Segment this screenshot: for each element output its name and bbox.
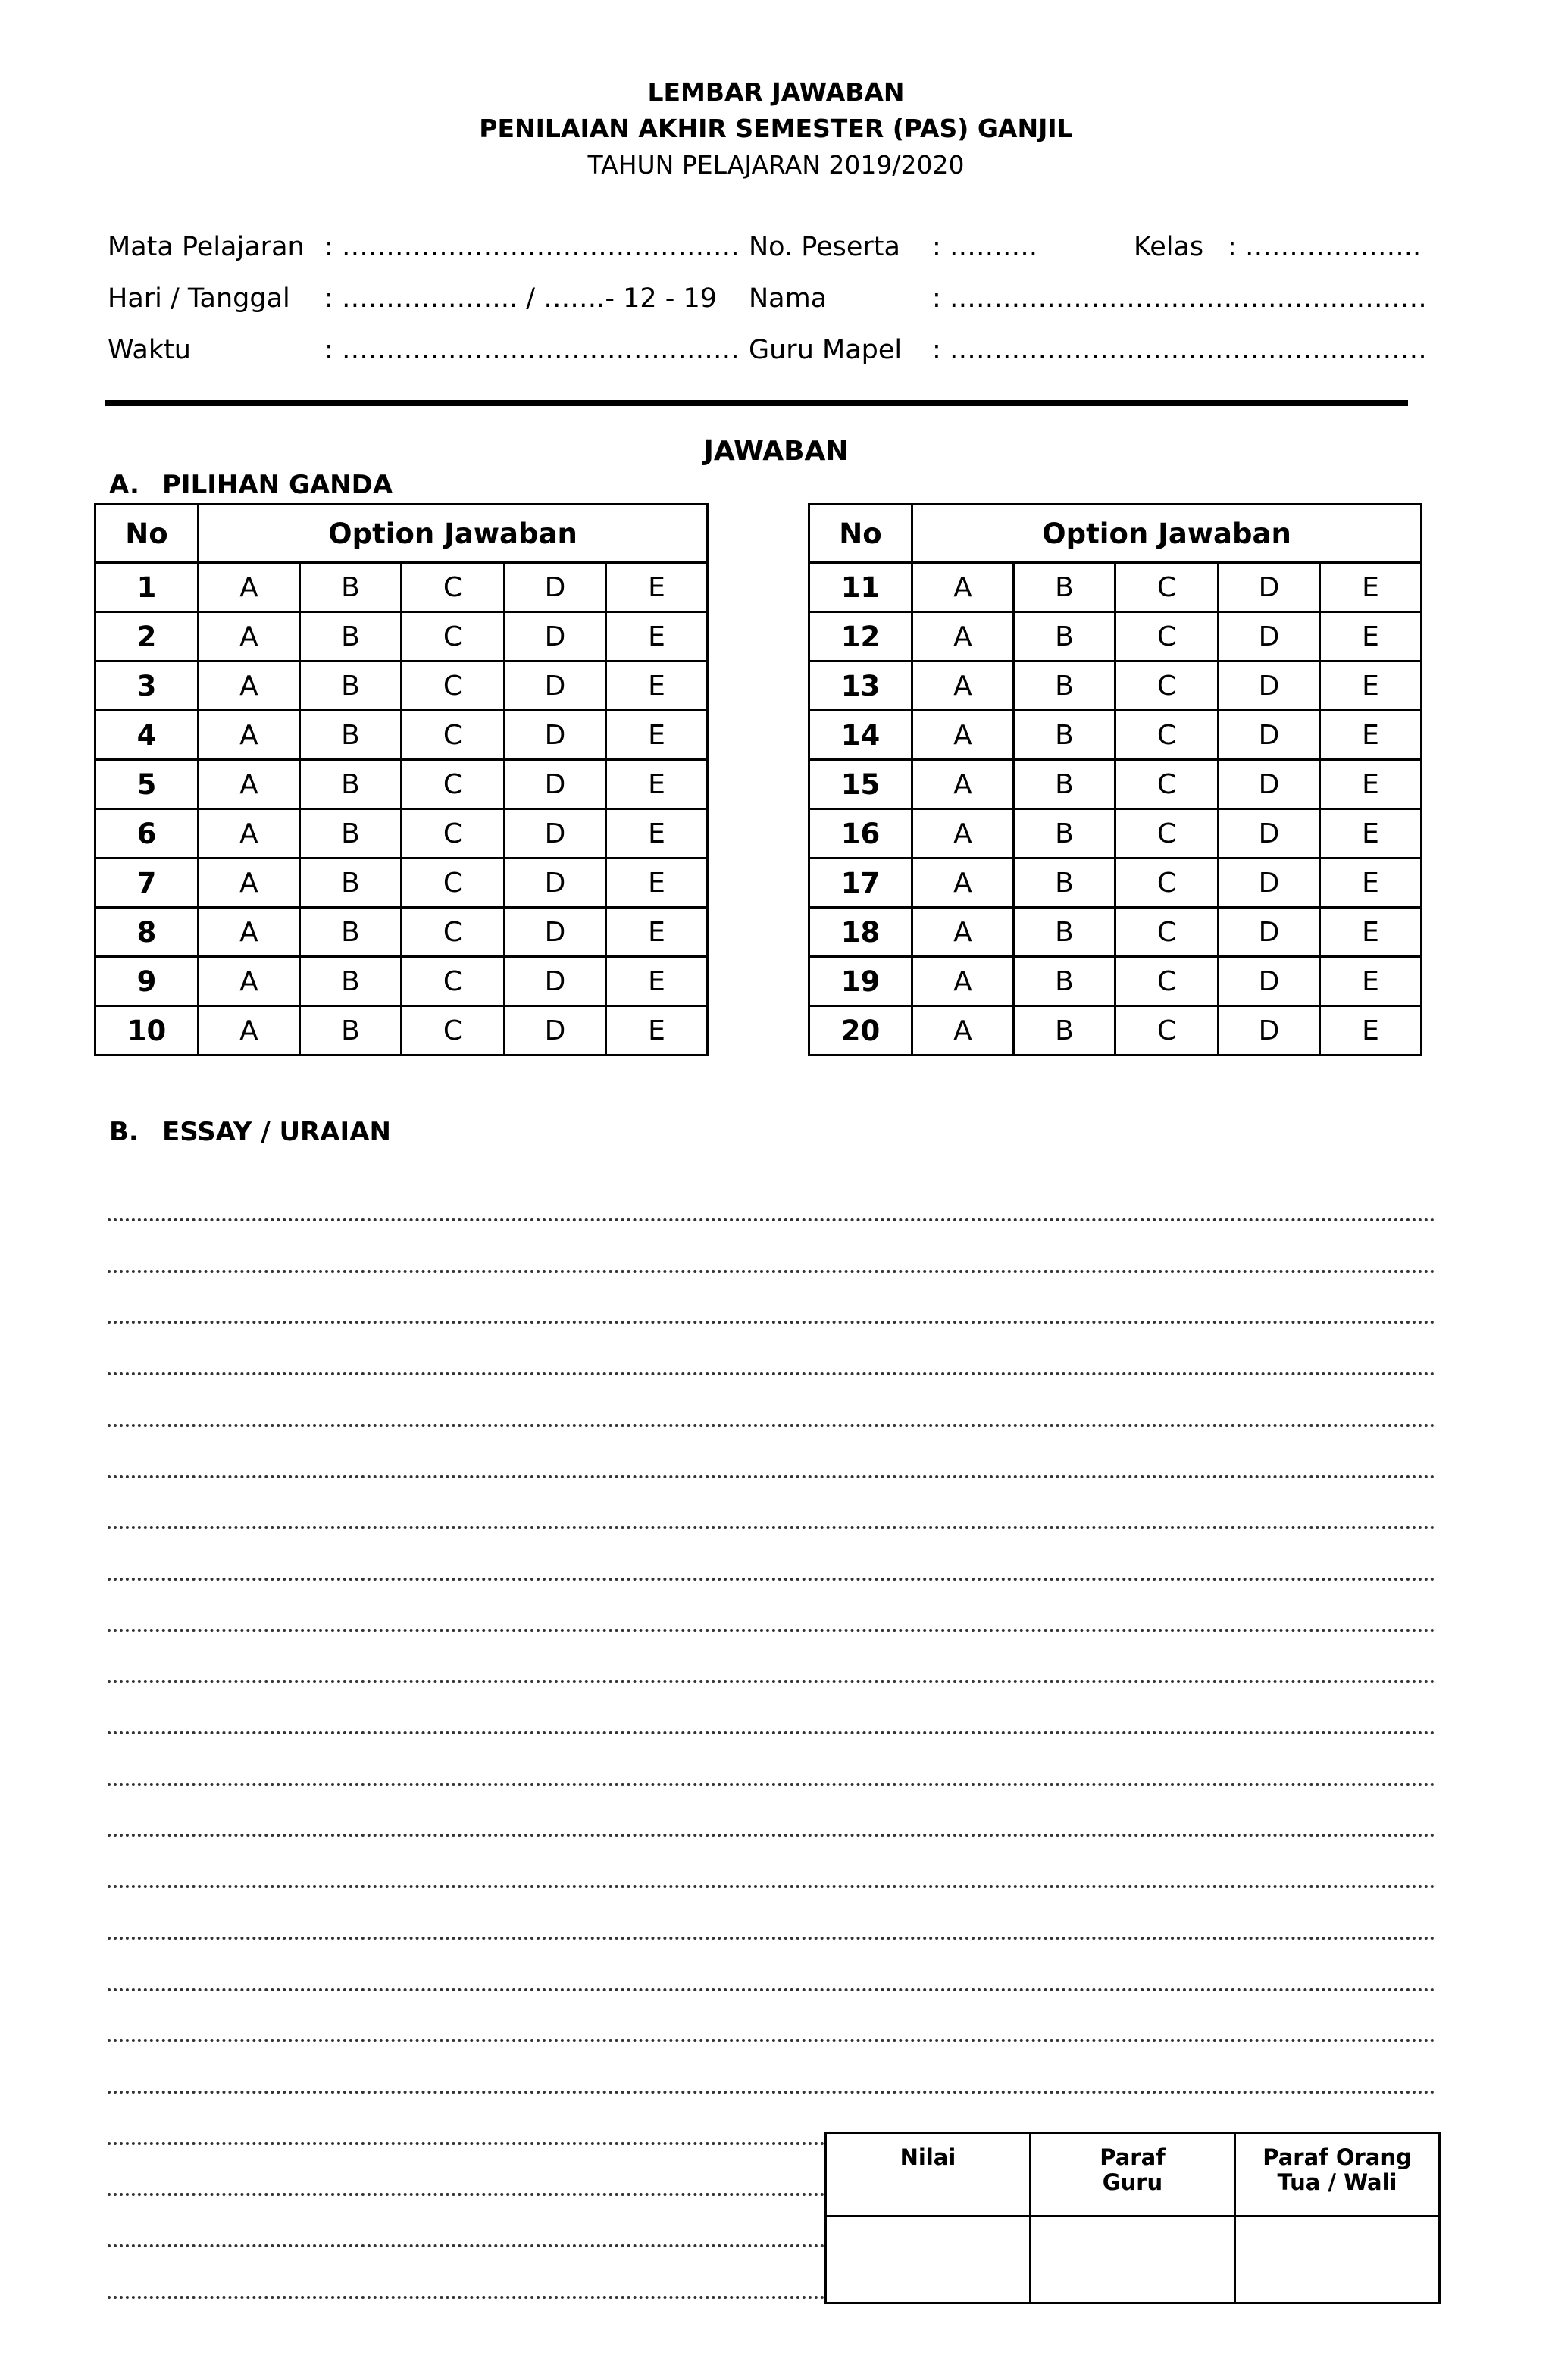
mapel-label: Mata Pelajaran [108, 232, 305, 262]
option-d-cell[interactable]: D [505, 957, 606, 1006]
question-number: 18 [809, 908, 912, 957]
option-a-cell[interactable]: A [912, 563, 1014, 612]
question-number: 7 [95, 858, 199, 908]
answer-row [809, 908, 1422, 957]
answer-row [95, 858, 708, 908]
option-e-cell[interactable]: E [1320, 1006, 1422, 1056]
option-a-cell[interactable]: A [199, 809, 300, 858]
question-number: 12 [809, 612, 912, 661]
answer-row [809, 858, 1422, 908]
option-c-cell[interactable]: C [402, 809, 505, 858]
option-d-cell[interactable]: D [505, 908, 606, 957]
answer-row [809, 711, 1422, 760]
essay-line[interactable] [108, 1372, 1435, 1375]
essay-line[interactable] [108, 1475, 1435, 1478]
option-e-cell[interactable]: E [606, 563, 708, 612]
option-b-cell[interactable]: B [1014, 858, 1116, 908]
option-c-cell[interactable]: C [1116, 957, 1219, 1006]
option-b-cell[interactable]: B [300, 1006, 402, 1056]
option-d-cell[interactable]: D [505, 809, 606, 858]
option-a-cell[interactable]: A [199, 661, 300, 711]
essay-line[interactable] [108, 1218, 1435, 1221]
essay-line[interactable] [108, 1988, 1435, 1991]
option-a-cell[interactable]: A [912, 908, 1014, 957]
option-e-cell[interactable]: E [606, 957, 708, 1006]
option-e-cell[interactable]: E [1320, 957, 1422, 1006]
question-number: 16 [809, 809, 912, 858]
option-header: Option Jawaban [912, 505, 1422, 563]
essay-line[interactable] [108, 1680, 1435, 1683]
essay-line[interactable] [108, 2296, 824, 2299]
answer-row [809, 661, 1422, 711]
essay-line[interactable] [108, 1783, 1435, 1786]
option-e-cell[interactable]: E [1320, 711, 1422, 760]
option-b-cell[interactable]: B [1014, 661, 1116, 711]
option-a-cell[interactable]: A [199, 711, 300, 760]
essay-line[interactable] [108, 1270, 1435, 1273]
option-header: Option Jawaban [199, 505, 708, 563]
option-c-cell[interactable]: C [1116, 760, 1219, 809]
option-b-cell[interactable]: B [300, 858, 402, 908]
answer-table-right [808, 503, 1422, 1056]
option-a-cell[interactable]: A [912, 1006, 1014, 1056]
section-b-title: ESSAY / URAIAN [162, 1117, 391, 1147]
option-a-cell[interactable]: A [912, 612, 1014, 661]
jawaban-heading: JAWABAN [703, 436, 849, 467]
option-b-cell[interactable]: B [300, 563, 402, 612]
option-e-cell[interactable]: E [1320, 661, 1422, 711]
option-b-cell[interactable]: B [1014, 563, 1116, 612]
peserta-label: No. Peserta [749, 232, 900, 262]
option-b-cell[interactable]: B [300, 957, 402, 1006]
kelas-field[interactable]: : ……………….. [1228, 232, 1422, 262]
option-c-cell[interactable]: C [402, 661, 505, 711]
option-a-cell[interactable]: A [912, 809, 1014, 858]
nilai-cell[interactable] [826, 2216, 1031, 2303]
option-e-cell[interactable]: E [1320, 809, 1422, 858]
option-c-cell[interactable]: C [1116, 711, 1219, 760]
option-a-cell[interactable]: A [912, 957, 1014, 1006]
question-number: 4 [95, 711, 199, 760]
question-number: 2 [95, 612, 199, 661]
option-d-cell[interactable]: D [1219, 908, 1320, 957]
nama-label: Nama [749, 283, 828, 314]
waktu-label: Waktu [108, 335, 191, 365]
option-c-cell[interactable]: C [402, 711, 505, 760]
option-e-cell[interactable]: E [606, 1006, 708, 1056]
question-number: 15 [809, 760, 912, 809]
question-number: 14 [809, 711, 912, 760]
option-d-cell[interactable]: D [1219, 612, 1320, 661]
question-number: 1 [95, 563, 199, 612]
exam-title: PENILAIAN AKHIR SEMESTER (PAS) GANJIL [479, 114, 1073, 143]
option-a-cell[interactable]: A [199, 957, 300, 1006]
option-b-cell[interactable]: B [1014, 760, 1116, 809]
option-e-cell[interactable]: E [1320, 908, 1422, 957]
option-a-cell[interactable]: A [199, 760, 300, 809]
option-d-cell[interactable]: D [1219, 1006, 1320, 1056]
essay-line[interactable] [108, 2091, 1435, 2094]
option-e-cell[interactable]: E [606, 760, 708, 809]
option-d-cell[interactable]: D [1219, 661, 1320, 711]
option-a-cell[interactable]: A [912, 858, 1014, 908]
option-d-cell[interactable]: D [1219, 809, 1320, 858]
option-c-cell[interactable]: C [1116, 563, 1219, 612]
option-d-cell[interactable]: D [505, 563, 606, 612]
option-e-cell[interactable]: E [606, 612, 708, 661]
answer-row [95, 612, 708, 661]
option-d-cell[interactable]: D [505, 1006, 606, 1056]
hari-field[interactable]: : ……………….. / …….- 12 - 19 [324, 283, 718, 314]
option-b-cell[interactable]: B [300, 908, 402, 957]
option-b-cell[interactable]: B [1014, 1006, 1116, 1056]
question-number: 5 [95, 760, 199, 809]
question-number: 3 [95, 661, 199, 711]
option-b-cell[interactable]: B [1014, 957, 1116, 1006]
question-number: 11 [809, 563, 912, 612]
sheet-title: LEMBAR JAWABAN [647, 77, 905, 107]
option-d-cell[interactable]: D [505, 612, 606, 661]
option-e-cell[interactable]: E [606, 809, 708, 858]
option-e-cell[interactable]: E [1320, 760, 1422, 809]
answer-table-left [94, 503, 709, 1056]
option-c-cell[interactable]: C [402, 858, 505, 908]
option-b-cell[interactable]: B [300, 809, 402, 858]
guru-mapel-field[interactable]: : ……………………………………………… [932, 335, 1427, 365]
essay-line[interactable] [108, 1834, 1435, 1837]
essay-line[interactable] [108, 2039, 1435, 2042]
option-c-cell[interactable]: C [402, 612, 505, 661]
question-number: 9 [95, 957, 199, 1006]
option-b-cell[interactable]: B [300, 711, 402, 760]
option-c-cell[interactable]: C [402, 760, 505, 809]
option-e-cell[interactable]: E [606, 858, 708, 908]
answer-row [809, 809, 1422, 858]
mapel-field[interactable]: : ……………………………………… [324, 232, 740, 262]
option-c-cell[interactable]: C [402, 957, 505, 1006]
nilai-header: Nilai [826, 2134, 1031, 2216]
option-c-cell[interactable]: C [402, 908, 505, 957]
option-a-cell[interactable]: A [912, 711, 1014, 760]
option-c-cell[interactable]: C [1116, 858, 1219, 908]
option-c-cell[interactable]: C [1116, 661, 1219, 711]
option-d-cell[interactable]: D [505, 858, 606, 908]
answer-row [95, 563, 708, 612]
question-number: 8 [95, 908, 199, 957]
option-d-cell[interactable]: D [1219, 563, 1320, 612]
option-a-cell[interactable]: A [912, 760, 1014, 809]
essay-line[interactable] [108, 1629, 1435, 1632]
option-d-cell[interactable]: D [1219, 711, 1320, 760]
guru-mapel-label: Guru Mapel [749, 335, 903, 365]
section-a-label: A. [109, 470, 139, 500]
peserta-field[interactable]: : ………. [932, 232, 1038, 262]
option-a-cell[interactable]: A [912, 661, 1014, 711]
option-e-cell[interactable]: E [606, 908, 708, 957]
question-number: 20 [809, 1006, 912, 1056]
section-a-title: PILIHAN GANDA [162, 470, 393, 500]
option-b-cell[interactable]: B [1014, 908, 1116, 957]
question-number: 6 [95, 809, 199, 858]
header-divider [105, 400, 1408, 406]
answer-row [95, 1006, 708, 1056]
option-e-cell[interactable]: E [1320, 563, 1422, 612]
hari-label: Hari / Tanggal [108, 283, 290, 314]
option-b-cell[interactable]: B [300, 612, 402, 661]
answer-row [809, 612, 1422, 661]
option-a-cell[interactable]: A [199, 1006, 300, 1056]
option-e-cell[interactable]: E [606, 661, 708, 711]
question-number: 17 [809, 858, 912, 908]
essay-line[interactable] [108, 1424, 1435, 1427]
kelas-label: Kelas [1134, 232, 1204, 262]
answer-row [95, 760, 708, 809]
option-a-cell[interactable]: A [199, 612, 300, 661]
option-e-cell[interactable]: E [606, 711, 708, 760]
option-c-cell[interactable]: C [1116, 809, 1219, 858]
question-number: 10 [95, 1006, 199, 1056]
option-b-cell[interactable]: B [1014, 711, 1116, 760]
essay-line[interactable] [108, 1526, 1435, 1529]
essay-line[interactable] [108, 1578, 1435, 1581]
option-e-cell[interactable]: E [1320, 612, 1422, 661]
option-d-cell[interactable]: D [1219, 957, 1320, 1006]
paraf-guru-header: Paraf Guru [1031, 2134, 1235, 2216]
essay-line[interactable] [108, 2193, 824, 2196]
option-c-cell[interactable]: C [1116, 1006, 1219, 1056]
answer-row [809, 563, 1422, 612]
essay-line[interactable] [108, 2142, 824, 2145]
section-b-label: B. [109, 1117, 139, 1147]
option-d-cell[interactable]: D [505, 760, 606, 809]
essay-line[interactable] [108, 1731, 1435, 1734]
paraf-ortu-header: Paraf Orang Tua / Wali [1235, 2134, 1440, 2216]
paraf-guru-cell[interactable] [1031, 2216, 1235, 2303]
option-d-cell[interactable]: D [1219, 858, 1320, 908]
nama-field[interactable]: : ……………………………………………… [932, 283, 1427, 314]
option-d-cell[interactable]: D [1219, 760, 1320, 809]
essay-line[interactable] [108, 1321, 1435, 1324]
option-a-cell[interactable]: A [199, 908, 300, 957]
answer-row [809, 957, 1422, 1006]
question-number: 19 [809, 957, 912, 1006]
waktu-field[interactable]: : ……………………………………… [324, 335, 740, 365]
option-d-cell[interactable]: D [505, 711, 606, 760]
answer-row [809, 760, 1422, 809]
score-box [824, 2132, 1441, 2304]
question-number: 13 [809, 661, 912, 711]
option-b-cell[interactable]: B [1014, 809, 1116, 858]
school-year: TAHUN PELAJARAN 2019/2020 [587, 150, 965, 180]
option-d-cell[interactable]: D [505, 661, 606, 711]
option-a-cell[interactable]: A [199, 563, 300, 612]
option-c-cell[interactable]: C [1116, 612, 1219, 661]
option-c-cell[interactable]: C [402, 563, 505, 612]
essay-line[interactable] [108, 2244, 824, 2247]
option-b-cell[interactable]: B [300, 661, 402, 711]
answer-row [95, 661, 708, 711]
no-header: No [95, 505, 199, 563]
option-b-cell[interactable]: B [300, 760, 402, 809]
option-c-cell[interactable]: C [1116, 908, 1219, 957]
no-header: No [809, 505, 912, 563]
option-c-cell[interactable]: C [402, 1006, 505, 1056]
answer-row [95, 809, 708, 858]
paraf-ortu-cell[interactable] [1235, 2216, 1440, 2303]
essay-line[interactable] [108, 1937, 1435, 1940]
answer-row [95, 957, 708, 1006]
option-b-cell[interactable]: B [1014, 612, 1116, 661]
option-a-cell[interactable]: A [199, 858, 300, 908]
essay-line[interactable] [108, 1885, 1435, 1888]
answer-row [809, 1006, 1422, 1056]
answer-row [95, 711, 708, 760]
option-e-cell[interactable]: E [1320, 858, 1422, 908]
answer-row [95, 908, 708, 957]
